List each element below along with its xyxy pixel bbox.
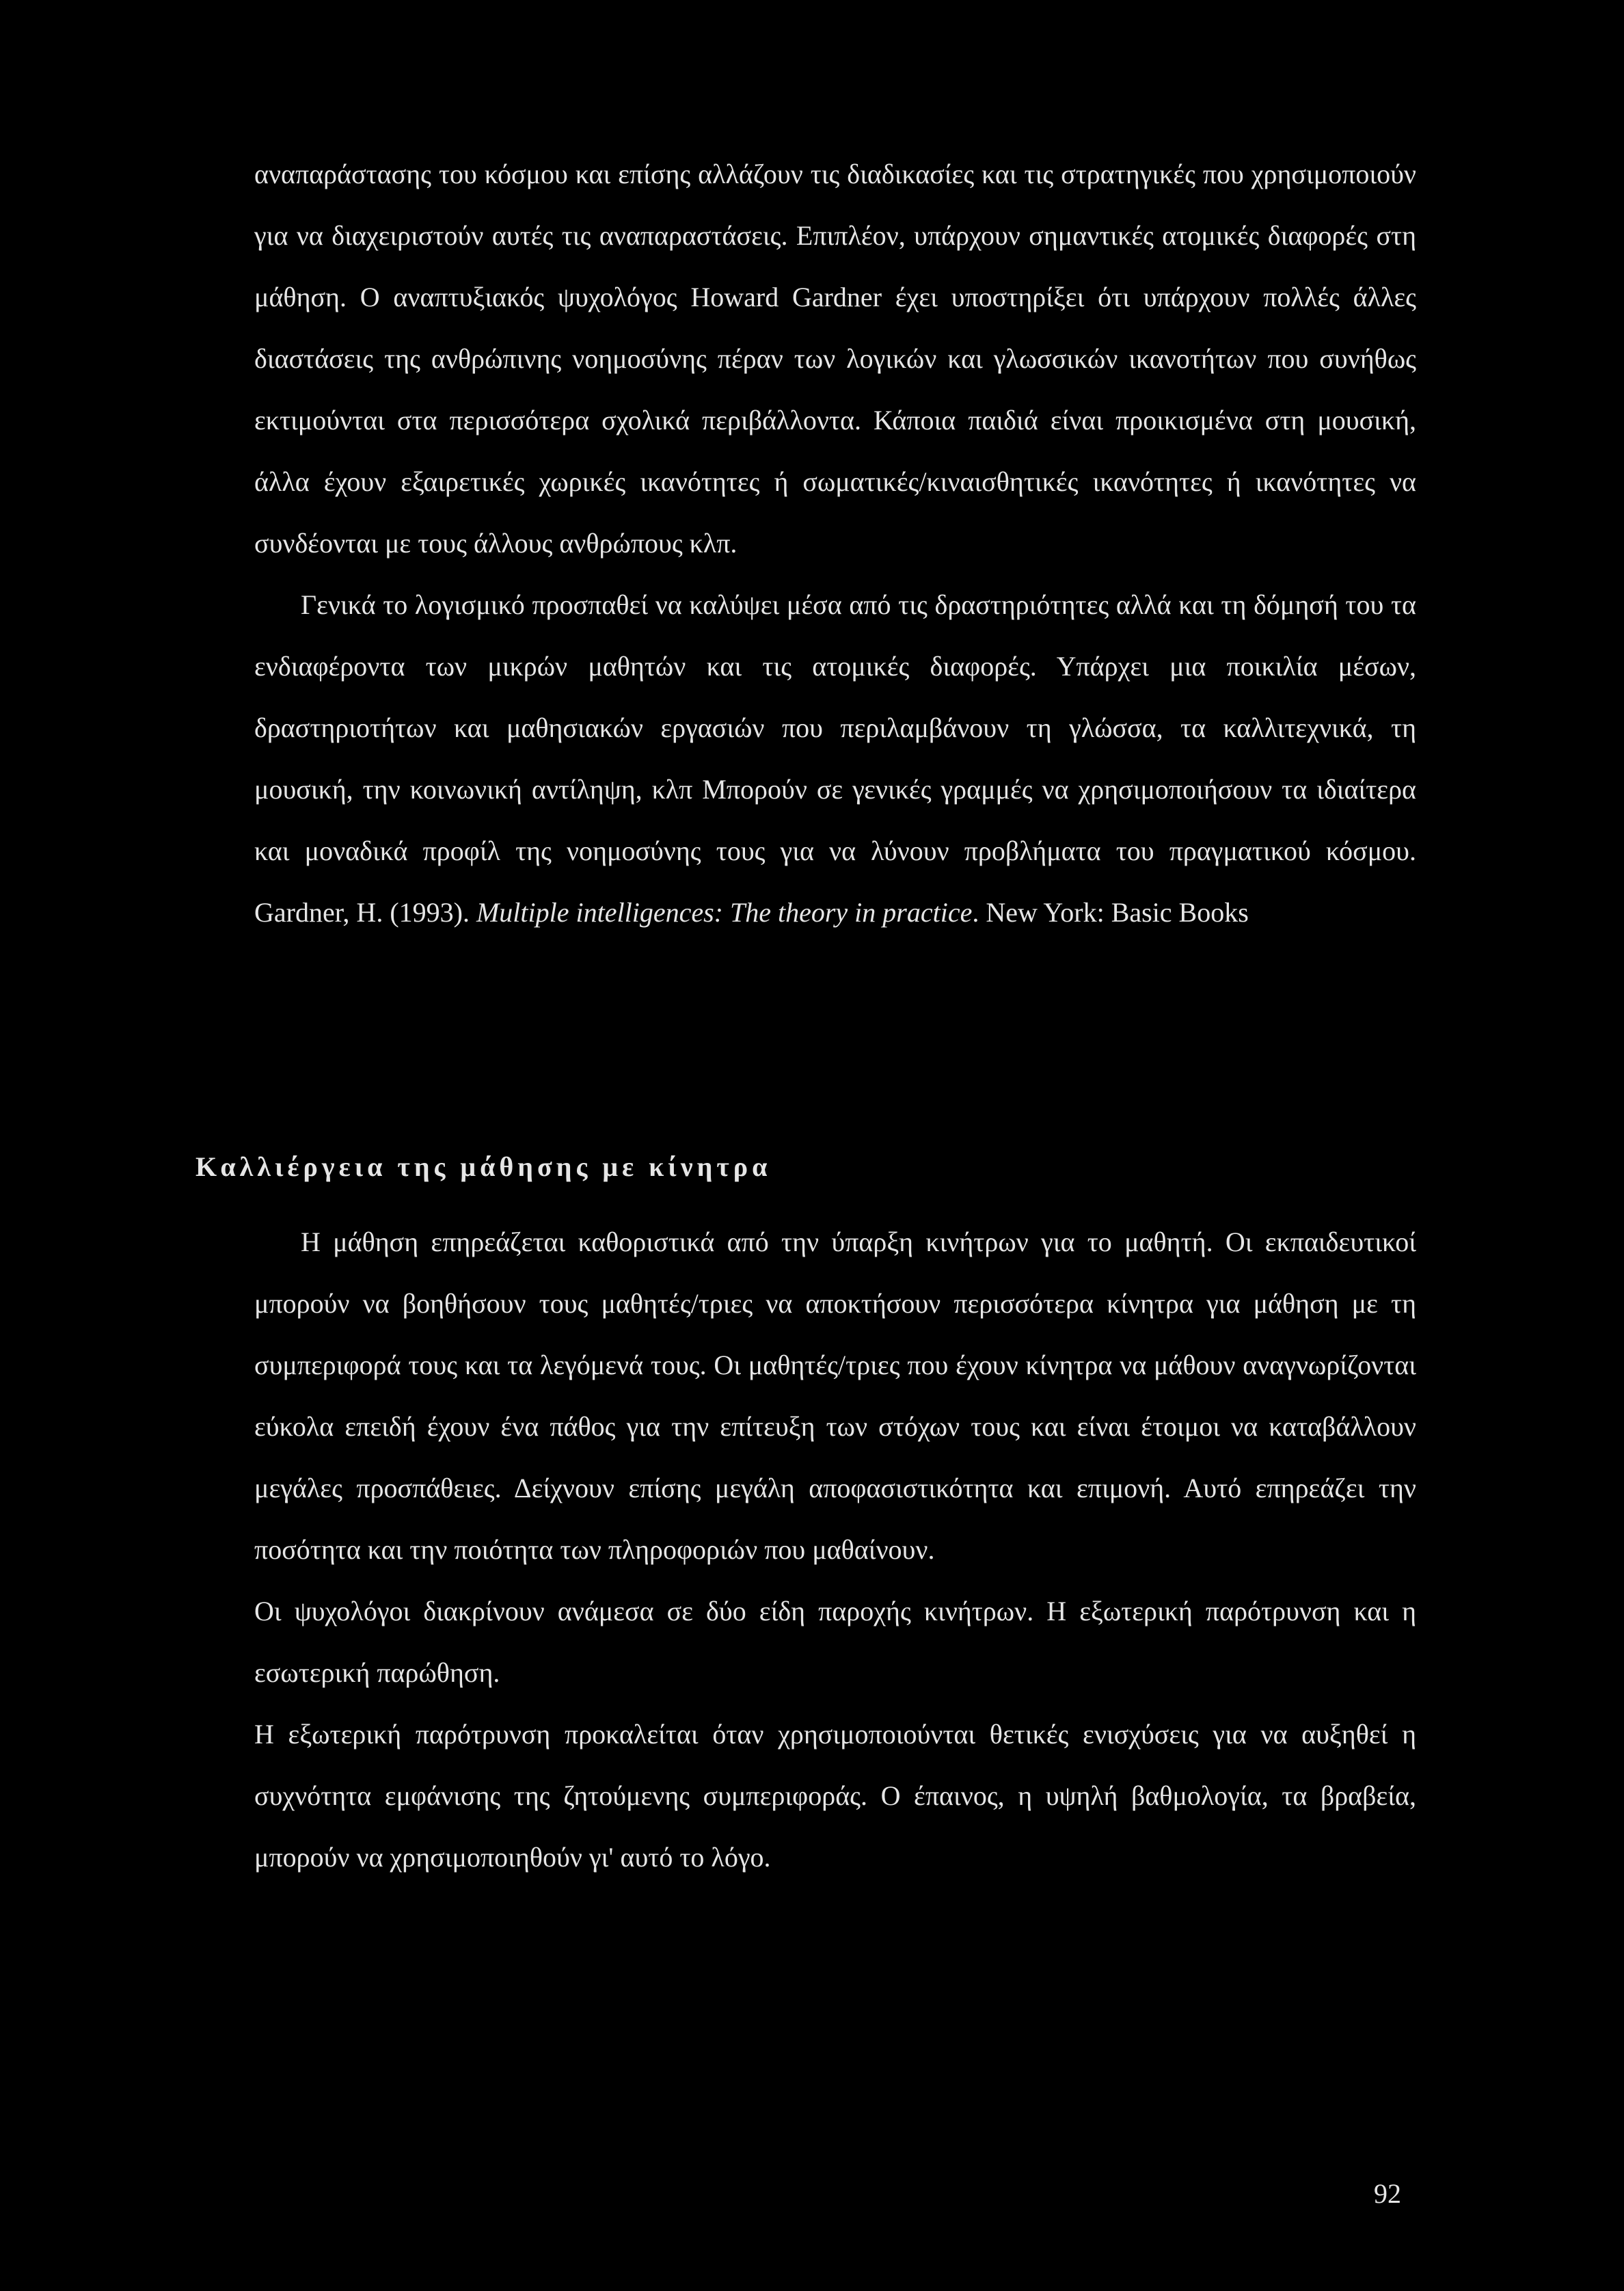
paragraph-text: Γενικά το λογισμικό προσπαθεί να καλύψει μέσα από τις δραστηριότητες αλλά και τη δόμησή του τα ενδιαφέροντα των μικρών μαθητών και τις ατομικές διαφορές. Υπάρχει μια ποικιλία μέσων, δραστηριοτήτων και μαθησιακών εργασιών που περιλαμβάνουν τη γλώσσα, τα καλλιτεχνικά, τη μουσική, την κοινωνική αντίληψη, κλπ Μπορούν σε γενικές γραμμές να χρησιμοποιήσουν τα ιδιαίτερα και μοναδικά προφίλ της νοημοσύνης τους για να λύνουν προβλήματα του πραγματικού κόσμου. Gardner, H. (1993).: [254, 589, 1416, 928]
body-text-section-2: [254, 1211, 1416, 1888]
section-heading: Καλλιέργεια της μάθησης με κίνητρα: [195, 1151, 772, 1182]
citation-publisher: . New York: Basic Books: [972, 897, 1249, 928]
paragraph: Οι ψυχολόγοι διακρίνουν ανάμεσα σε δύο είδη παροχής κινήτρων. Η εξωτερική παρότρυνση και η εσωτερική παρώθηση.: [254, 1596, 1416, 1688]
paragraph-with-citation: [254, 574, 1416, 943]
citation-title: Multiple intelligences: The theory in practice: [476, 897, 973, 928]
page-number: 92: [1374, 2178, 1401, 2209]
paragraph: Η εξωτερική παρότρυνση προκαλείται όταν χρησιμοποιούνται θετικές ενισχύσεις για να αυξηθεί η συχνότητα εμφάνισης της ζητούμενης συμπεριφοράς. Ο έπαινος, η υψηλή βαθμολογία, τα βραβεία, μπορούν να χρησιμοποιηθούν γι' αυτό το λόγο.: [254, 1719, 1416, 1873]
body-text-section-1: [254, 144, 1416, 943]
paragraph: αναπαράστασης του κόσμου και επίσης αλλάζουν τις διαδικασίες και τις στρατηγικές που χρησιμοποιούν για να διαχειριστούν αυτές τις αναπαραστάσεις. Επιπλέον, υπάρχουν σημαντικές ατομικές διαφορές στη μάθηση. Ο αναπτυξιακός ψυχολόγος Howard Gardner έχει υποστηρίξει ότι υπάρχουν πολλές άλλες διαστάσεις της ανθρώπινης νοημοσύνης πέραν των λογικών και γλωσσικών ικανοτήτων που συνήθως εκτιμούνται στα περισσότερα σχολικά περιβάλλοντα. Κάποια παιδιά είναι προικισμένα στη μουσική, άλλα έχουν εξαιρετικές χωρικές ικανότητες ή σωματικές/κιναισθητικές ικανότητες ή ικανότητες να συνδέονται με τους άλλους ανθρώπους κλπ.: [254, 159, 1416, 559]
paragraph: Η μάθηση επηρεάζεται καθοριστικά από την ύπαρξη κινήτρων για το μαθητή. Οι εκπαιδευτικοί μπορούν να βοηθήσουν τους μαθητές/τριες να αποκτήσουν περισσότερα κίνητρα για μάθηση με τη συμπεριφορά τους και τα λεγόμενά τους. Οι μαθητές/τριες που έχουν κίνητρα να μάθουν αναγνωρίζονται εύκολα επειδή έχουν ένα πάθος για την επίτευξη των στόχων τους και είναι έτοιμοι να καταβάλλουν μεγάλες προσπάθειες. Δείχνουν επίσης μεγάλη αποφασιστικότητα και επιμονή. Αυτό επηρεάζει την ποσότητα και την ποιότητα των πληροφοριών που μαθαίνουν.: [254, 1227, 1416, 1565]
